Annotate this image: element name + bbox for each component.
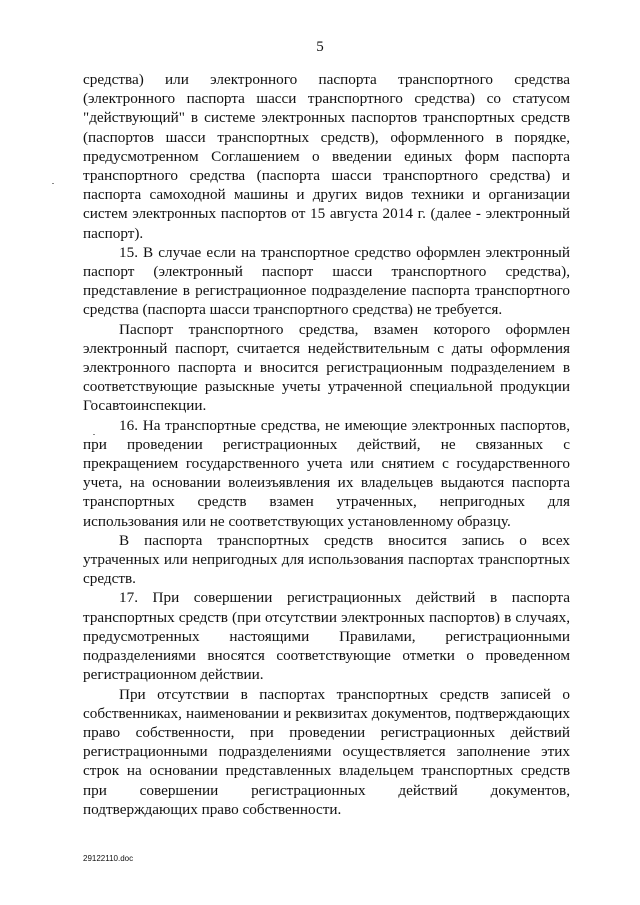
paragraph-item-17: 17. При совершении регистрационных действий в паспорта транспортных средств (при отсутствии электронных паспортов) в случаях, предусмотренных настоящими Правилами, регистрационными подразделениями вносятся соответствующие отметки о проведенном регистрационном действии. bbox=[83, 589, 570, 684]
page-number: 5 bbox=[316, 39, 324, 55]
margin-mark bbox=[52, 183, 54, 184]
paragraph-lost-passports-record: В паспорта транспортных средств вносится запись о всех утраченных или непригодных для использования паспортах транспортных средств. bbox=[83, 531, 570, 588]
paragraph-item-15: 15. В случае если на транспортное средство оформлен электронный паспорт (электронный паспорт шасси транспортного средства), представление в регистрационное подразделение паспорта транспортного средства (паспорта шасси транспортного средства) не требуется. bbox=[83, 243, 570, 319]
margin-mark bbox=[93, 434, 95, 435]
document-body bbox=[83, 70, 570, 819]
paragraph-ownership-records: При отсутствии в паспортах транспортных средств записей о собственниках, наименовании и реквизитах документов, подтверждающих право собственности, при проведении регистрационных действий регистрационными подразделениями осуществляется заполнение этих строк на основании представленных владельцем транспортных средств при совершении регистрационных действий документов, подтверждающих право собственности. bbox=[83, 685, 570, 818]
paragraph-item-16: 16. На транспортные средства, не имеющие электронных паспортов, при проведении регистрационных действий, не связанных с прекращением государственного учета или снятием с государственного учета, на основании волеизъявления их владельцев выдаются паспорта транспортных средств взамен утраченных, непригодных для использования или не соответствующих установленному образцу. bbox=[83, 416, 570, 530]
footer-file-code: 29122110.doc bbox=[83, 854, 134, 863]
paragraph-continuation: средства) или электронного паспорта транспортного средства (электронного паспорта шасси транспортного средства) со статусом "действующий" в системе электронных паспортов транспортных средств (паспортов шасси транспортных средств), оформленного в порядке, предусмотренном Соглашением о введении единых форм паспорта транспортного средства (паспорта шасси транспортного средства) и паспорта самоходной машины и других видов техники и организации систем электронных паспортов от 15 августа 2014 г. (далее - электронный паспорт). bbox=[83, 71, 570, 242]
paragraph-passport-invalid: Паспорт транспортного средства, взамен которого оформлен электронный паспорт, считается недействительным с даты оформления электронного паспорта и вносится регистрационным подразделением в соответствующие разыскные учеты утраченной специальной продукции Госавтоинспекции. bbox=[83, 320, 570, 415]
